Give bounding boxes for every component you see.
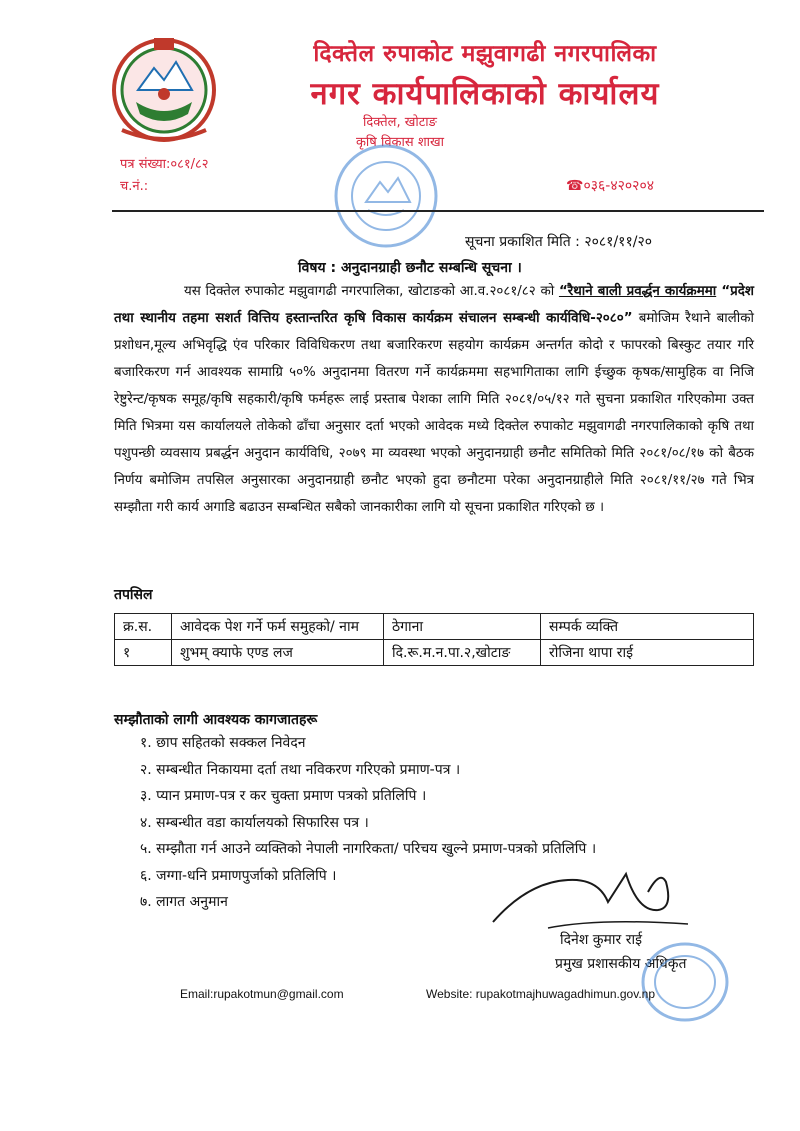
documents-title: सम्झौताको लागी आवश्यक कागजातहरू: [114, 712, 318, 728]
body-intro: यस दिक्तेल रुपाकोट मझुवागढी नगरपालिका, खोटाङको आ.व.२०८१/८२ को: [184, 284, 559, 299]
body-details: बमोजिम रैथाने बालीको प्रशोधन,मूल्य अभिवृद्धि एंव परिकार विविधिकरण तथा बजारिकरण सहयोग कार्यक्रम अन्तर्गत कोदो र फापरको बिस्कुट तयार गरि बजारिकरण गर्न आवश्यक सामाग्रि ५०% अनुदानमा वितरण गर्ने कार्यक्रममा सहभागिताका लागि ईच्छुक कृषक/सामुहिक वा निजि रेष्टुरेन्ट/कृषक समूह/कृषि सहकारी/कृषि फर्महरू लाई प्रस्ताब पेशका लागि मिति २०८१/०५/१२ गते सुचना प्रकाशित गरिएकोमा उक्त मिति भित्रमा यस कार्यालयले तोकेको ढाँचा अनुसार दर्ता भएको आवेदक मध्ये दिक्तेल रुपाकोट मझुवागढी नगरपालिकाको कृषि तथा पशुपन्छी व्यवसाय प्रबर्द्धन अनुदान कार्यविधि, २०७९ मा व्यवस्था भएको अनुदानग्राही छनौट समितिको मिति २०८१/०८/१७ को बैठक निर्णय बमोजिम तपसिल अनुसारका अनुदानग्राही छनौट भएको हुदा छनौटमा परेका अनुदानग्राहीले मिति २०८१/११/२७ गते भित्र सम्झौता गरी कार्य अगाडि बढाउन सम्बन्धित सबैको जानकारीका लागि यो सूचना प्रकाशित गरिएको छ ।: [114, 311, 754, 515]
header-cell-contact: सम्पर्क व्यक्ति: [541, 614, 754, 640]
office-seal-stamp: [330, 140, 442, 252]
cell-contact: रोजिना थापा राई: [541, 640, 754, 666]
schedule-label: तपसिल: [114, 587, 153, 603]
cell-firm: शुभम् क्याफे एण्ड लज: [172, 640, 384, 666]
office-location: दिक्तेल, खोटाङ: [363, 115, 437, 130]
nepal-emblem-logo: [108, 30, 220, 148]
list-item: ६. जग्गा-धनि प्रमाणपुर्जाको प्रतिलिपि ।: [140, 867, 337, 884]
list-item: ३. प्यान प्रमाण-पत्र र कर चुक्ता प्रमाण पत्रको प्रतिलिपि ।: [140, 788, 427, 804]
office-name: नगर कार्यपालिकाको कार्यालय: [310, 76, 660, 112]
list-item: ५. सम्झौता गर्न आउने व्यक्तिको नेपाली नागरिकता/ परिचय खुल्ने प्रमाण-पत्रको प्रतिलिपि ।: [140, 841, 597, 857]
list-item: ७. लागत अनुमान: [140, 894, 228, 910]
list-item: २. सम्बन्धीत निकायमा दर्ता तथा नविकरण गरिएको प्रमाण-पत्र ।: [140, 761, 461, 778]
dispatch-number: च.नं.:: [120, 179, 149, 194]
reference-number: पत्र संख्या:०८१/८२: [120, 157, 209, 172]
official-stamp: [640, 940, 730, 1025]
body-program-name: “रैथाने बाली प्रवर्द्धन कार्यक्रममा: [558, 284, 717, 299]
header-cell-sn: क्र.स.: [115, 614, 172, 640]
header-cell-address: ठेगाना: [384, 614, 541, 640]
signatory-title: प्रमुख प्रशासकीय अधिकृत: [555, 956, 687, 972]
footer-website: Website: rupakotmajhuwagadhimun.gov.np: [426, 987, 656, 1001]
published-date: सूचना प्रकाशित मिति : २०८१/११/२०: [465, 234, 653, 250]
body-guideline-name: “प्रदेश तथा स्थानीय तहमा सशर्त वित्तिय हस्तान्तरित कृषि विकास कार्यक्रम संचालन सम्बन्धी कार्यविधि-२०८०”: [114, 284, 754, 326]
list-item: १. छाप सहितको सक्कल निवेदन: [140, 735, 306, 751]
municipality-name: दिक्तेल रुपाकोट मझुवागढी नगरपालिका: [313, 41, 657, 67]
cell-sn: १: [115, 640, 172, 666]
list-item: ४. सम्बन्धीत वडा कार्यालयको सिफारिस पत्र ।: [140, 814, 369, 831]
header-cell-firm: आवेदक पेश गर्ने फर्म समुहको/ नाम: [172, 614, 384, 640]
table-header-row: [115, 614, 754, 640]
notice-body: [114, 278, 754, 521]
signatory-name: दिनेश कुमार राई: [560, 932, 642, 948]
handwritten-signature: [488, 862, 703, 937]
table-row: [115, 640, 754, 666]
notice-subject: विषय : अनुदानग्राही छनौट सम्बन्धि सूचना ।: [298, 260, 522, 276]
recipient-table: [114, 613, 754, 666]
cell-address: दि.रू.म.न.पा.२,खोटाङ: [384, 640, 541, 666]
footer-email: Email:rupakotmun@gmail.com: [180, 987, 344, 1001]
header-divider: [112, 210, 764, 212]
branch-name: कृषि विकास शाखा: [355, 135, 445, 150]
phone-number: ☎०३६-४२०२०४: [566, 178, 655, 194]
